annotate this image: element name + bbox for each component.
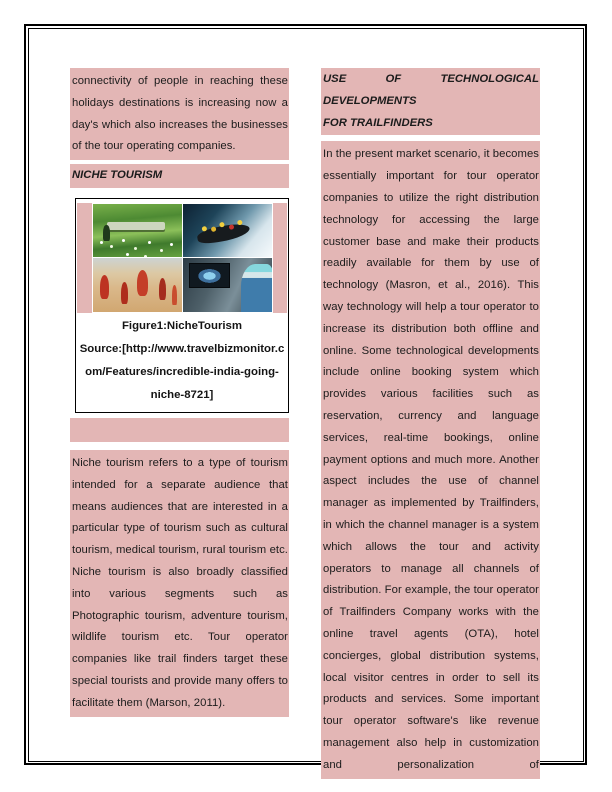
figure-image-row (77, 203, 287, 313)
page-content (70, 68, 540, 779)
heading-line-2: FOR TRAILFINDERS (323, 116, 433, 129)
heading-technological-developments (321, 68, 540, 135)
caption-line-1: Figure1:NicheTourism (121, 319, 243, 332)
dancer-figures (100, 275, 109, 299)
stone-bridge-shape (107, 222, 166, 229)
paragraph-connectivity: connectivity of people in reaching these holidays destinations is increasing now a day's which also increases the businesses of the tour operating companies. (70, 68, 289, 160)
figure-frame (75, 198, 289, 413)
heading-niche-tourism: NICHE TOURISM (70, 164, 289, 188)
niche-tourism-collage (92, 203, 273, 313)
paragraph-niche-definition: Niche tourism refers to a type of tourism intended for a separate audience that means audiences that are interested in a particular type of tourism such as cultural tourism, medical tourism, rural tourism etc. Niche tourism is also broadly classified into various segments such as Photographic tourism, adventure tourism, wildlife tourism etc. Tour operator companies like trail finders target these special tourists and provide many offers to facilitate them (Marson, 2011). (70, 450, 289, 717)
caption-line-4: niche-8721] (150, 388, 214, 401)
raft-shape (196, 222, 251, 246)
right-column (321, 68, 540, 779)
flower-dots (100, 241, 103, 244)
heading-line-1: USE OF TECHNOLOGICAL DEVELOPMENTS (323, 73, 539, 107)
caption-line-3: om/Features/incredible-india-going- (85, 365, 279, 378)
shaded-empty-line (70, 418, 289, 442)
rafting-photo (183, 204, 272, 258)
folk-dancers-photo (93, 258, 182, 312)
eye-surgery-photo (183, 258, 272, 312)
surgeon-shape (241, 264, 271, 312)
person-shape (103, 225, 110, 241)
caption-line-2: Source:[http://www.travelbizmonitor.c (79, 342, 285, 355)
garden-nature-photo (93, 204, 182, 258)
paragraph-technology-use: In the present market scenario, it becomes essentially important for tour operator companies to utilize the right distribution technology for accessing the large customer base and make their products readily available for them by use of technology (Masron, et al., 2016). This way technology will help a tour operator to increase its distribution both offline and online. Some technological developments include online booking system which provides various facilities such as reservation, currency and language services, real-time bookings, online payment options and much more. Another aspect includes the use of channel manager as implemented by Trailfinders, in which the channel manager is a system which allows the tour and activity operators to manage all channels of distribution. For example, the tour operator of Trailfinders Company works with the online travel agents (OTA), hotel concierges, global distribution systems, local visitor centres in order to sell its products and services. Some important tour operator software's like revenue management also help in customization and personalization of (321, 141, 540, 778)
left-column (70, 68, 289, 779)
figure-caption (76, 315, 288, 407)
monitor-shape (189, 263, 230, 289)
